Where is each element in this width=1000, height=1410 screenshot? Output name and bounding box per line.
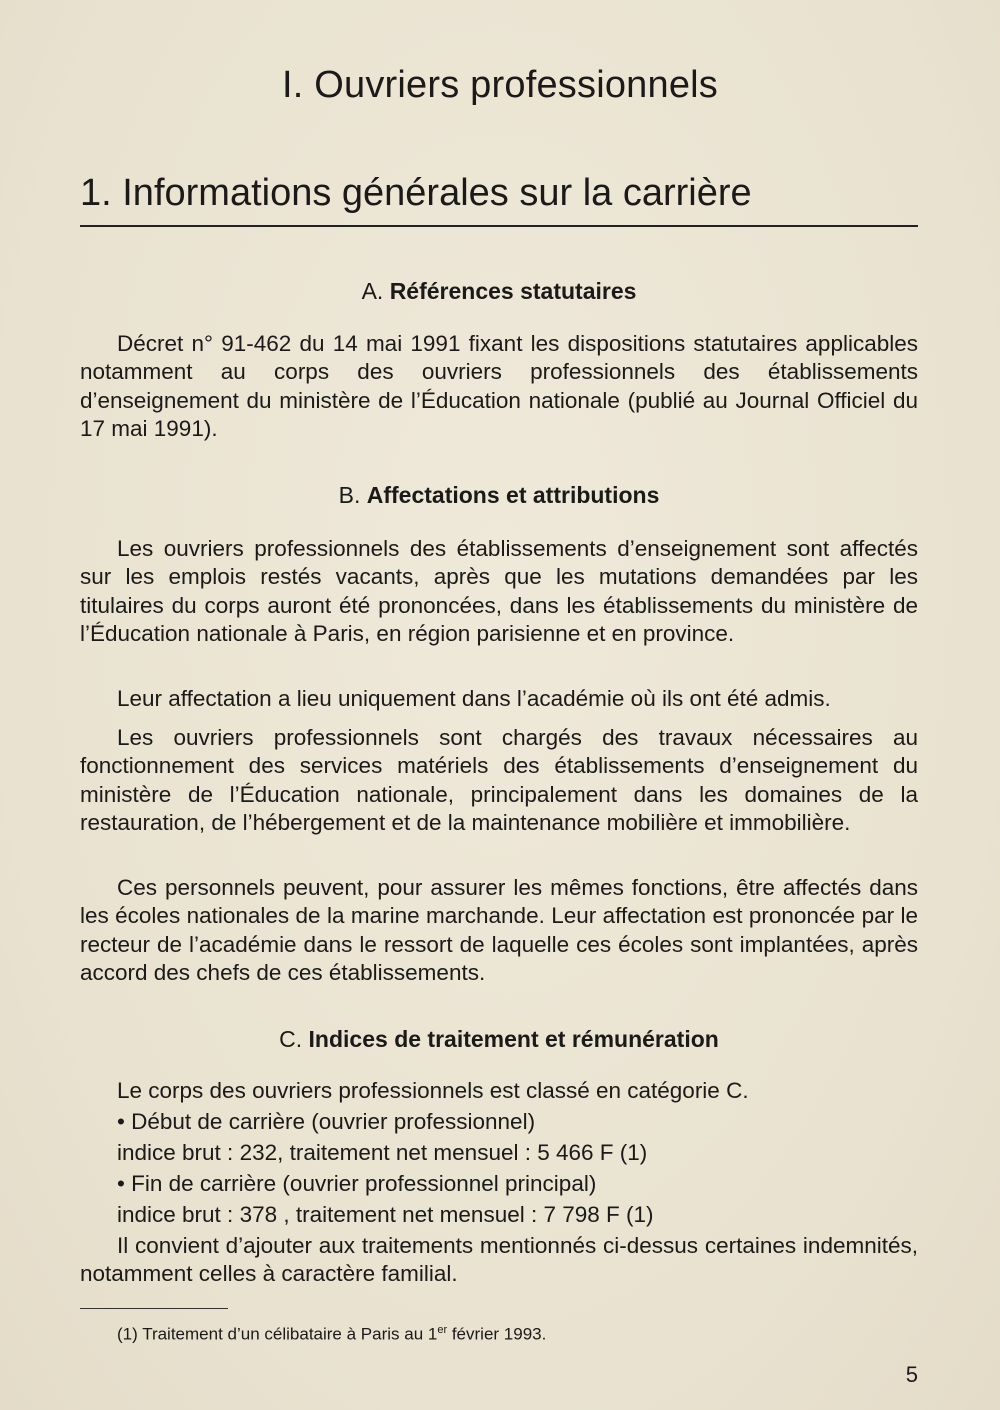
footnote-text: (1) Traitement d’un célibataire à Paris au 1 [117, 1324, 438, 1344]
section-c-letter: C. [279, 1026, 303, 1052]
section-a-letter: A. [361, 278, 384, 304]
section-c-line-end-index: indice brut : 378 , traitement net mensuel : 7 798 F (1) [117, 1202, 654, 1227]
chapter-title: 1. Informations générales sur la carrière [80, 172, 918, 227]
section-b-letter: B. [338, 482, 361, 508]
part-title: I. Ouvriers professionnels [281, 64, 719, 106]
section-b-paragraph-2: Leur affectation a lieu uniquement dans l’académie où ils ont été admis. [117, 686, 831, 711]
section-b-paragraph-1: Les ouvriers professionnels des établissements d’enseignement sont affectés sur les emplois restés vacants, après que les mutations demandées par les titulaires du corps auront été prononcées, dans les établissements du ministère de l’Éducation nationale à Paris, en région parisienne et en province. [80, 536, 918, 647]
footnote-rule [80, 1308, 228, 1309]
section-c-line-category: Le corps des ouvriers professionnels est classé en catégorie C. [117, 1078, 749, 1103]
section-c-line-career-end: • Fin de carrière (ouvrier professionnel principal) [117, 1171, 597, 1196]
footnote-date: février 1993. [447, 1324, 547, 1344]
section-a-heading [80, 278, 918, 305]
section-c-title: Indices de traitement et rémunération [308, 1026, 719, 1052]
section-b-paragraph-4: Ces personnels peuvent, pour assurer les mêmes fonctions, être affectés dans les écoles nationales de la marine marchande. Leur affectation est prononcée par le recteur de l’académie dans le ressort de laquelle ces écoles sont implantées, après accord des chefs de ces établissements. [80, 875, 918, 986]
section-c-line-start-index: indice brut : 232, traitement net mensuel : 5 466 F (1) [117, 1140, 648, 1165]
section-c-line-career-start: • Début de carrière (ouvrier professionnel) [117, 1109, 536, 1134]
section-c-heading [80, 1026, 918, 1053]
footnote [117, 1324, 546, 1345]
section-a-paragraph-1: Décret n° 91-462 du 14 mai 1991 fixant les dispositions statutaires applicables notamment au corps des ouvriers professionnels des établissements d’enseignement du ministère de l’Éducation nationale (publié au Journal Officiel du 17 mai 1991). [80, 331, 918, 442]
section-b-heading [80, 482, 918, 509]
page-number: 5 [905, 1362, 918, 1387]
section-b-title: Affectations et attributions [366, 482, 660, 508]
section-a-title: Références statutaires [389, 278, 637, 304]
footnote-superscript: er [437, 1324, 448, 1336]
section-c-closing-paragraph: Il convient d’ajouter aux traitements mentionnés ci-dessus certaines indemnités, notamment celles à caractère familial. [80, 1233, 918, 1287]
section-b-paragraph-3: Les ouvriers professionnels sont chargés des travaux nécessaires au fonctionnement des services matériels des établissements d’enseignement du ministère de l’Éducation nationale, principalement dans les domaines de la restauration, de l’hébergement et de la maintenance mobilière et immobilière. [80, 725, 918, 836]
